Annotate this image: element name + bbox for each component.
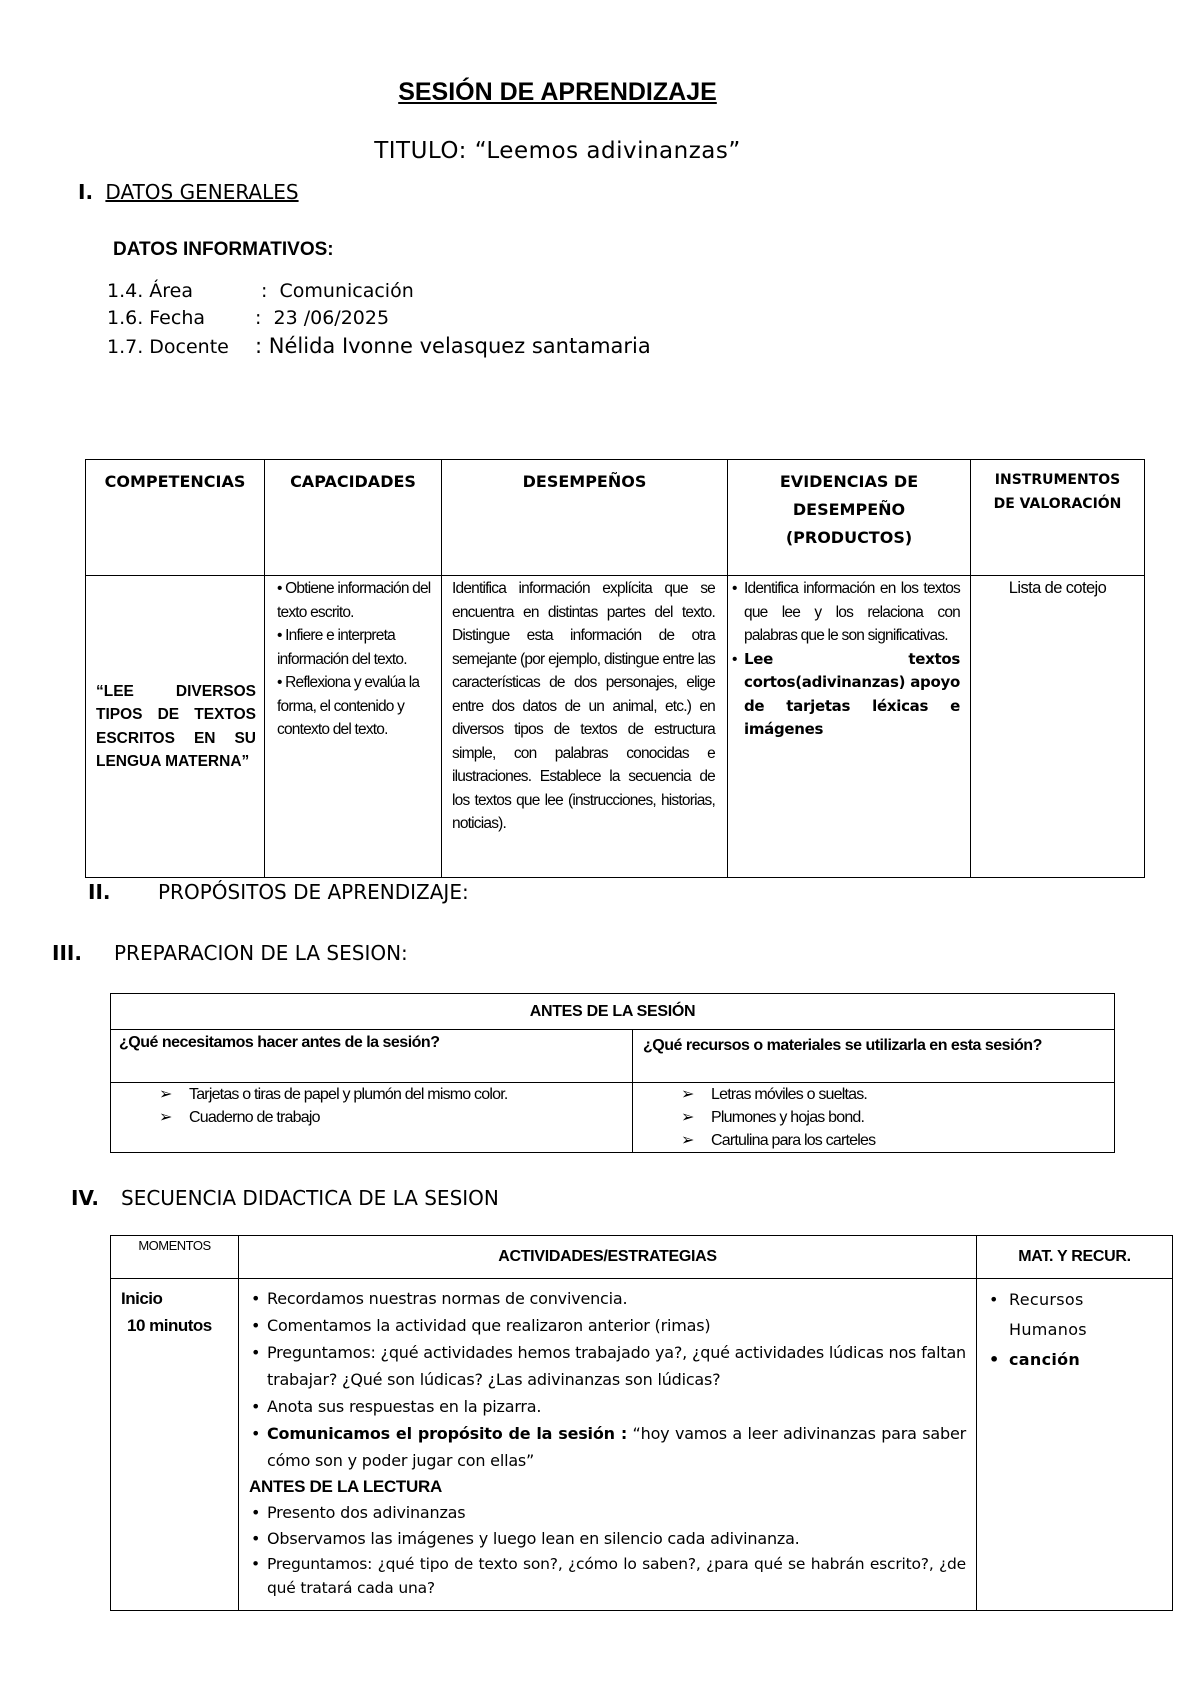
competencia-text: “LEE DIVERSOS TIPOS DE TEXTOS ESCRITOS EN SU LENGUA MATERNA” [96, 682, 256, 770]
section-4-heading [71, 1186, 499, 1210]
resource-item [987, 1345, 1162, 1375]
header-capacidades: CAPACIDADES [265, 460, 442, 576]
activity-item [249, 1500, 966, 1526]
bullet-icon: • [251, 1529, 261, 1548]
info-value: Nélida Ivonne velasquez santamaria [268, 334, 651, 358]
evidencias-cell [728, 576, 971, 878]
activity-item [249, 1526, 966, 1552]
document-title: SESIÓN DE APRENDIZAJE [398, 78, 717, 106]
resource-text: Recursos Humanos [1009, 1290, 1087, 1339]
activity-item [249, 1339, 966, 1393]
header-recursos: MAT. Y RECUR. [977, 1236, 1173, 1279]
instrumento-cell [971, 576, 1145, 878]
info-value: 23 /06/2025 [273, 307, 390, 329]
item-text: Tarjetas o tiras de papel y plumón del mismo color. [189, 1086, 508, 1103]
section-2-number: II. [88, 880, 111, 904]
activity-item [249, 1552, 966, 1600]
activity-text: Preguntamos: ¿qué tipo de texto son?, ¿cómo lo saben?, ¿para qué se habrán escrito?, ¿de qué tratará cada una? [267, 1555, 966, 1597]
header-evidencias: EVIDENCIAS DE DESEMPEÑO (PRODUCTOS) [728, 460, 971, 576]
activity-item [249, 1393, 966, 1420]
recursos-cell [977, 1279, 1173, 1611]
activity-text: Recordamos nuestras normas de convivencia. [267, 1289, 628, 1308]
section-3-heading [52, 941, 408, 965]
info-sep: : [261, 280, 268, 302]
activity-text: Comentamos la actividad que realizaron anterior (rimas) [267, 1316, 711, 1335]
datos-informativos-heading: DATOS INFORMATIVOS: [113, 239, 334, 260]
desempenos-cell [442, 576, 728, 878]
item-text: Letras móviles o sueltas. [711, 1086, 868, 1103]
bullet-icon: • [251, 1503, 261, 1522]
evidencia-text: Identifica información en los textos que lee y los relaciona con palabras que le son significativas. [744, 580, 960, 644]
bullet-icon: • [251, 1555, 260, 1573]
info-sep: : [255, 334, 263, 358]
bullet-icon: • [989, 1290, 999, 1309]
bullet-icon: • [251, 1397, 261, 1416]
activity-item [249, 1420, 966, 1474]
competencias-table [85, 459, 1145, 878]
info-label: 1.7. Docente [107, 336, 229, 358]
evidencia-item [732, 648, 960, 742]
activity-text: Observamos las imágenes y luego lean en silencio cada adivinanza. [267, 1529, 800, 1548]
activity-item [249, 1312, 966, 1339]
header-momentos: MOMENTOS [111, 1236, 239, 1279]
list-item [111, 1106, 632, 1129]
activity-text: Presento dos adivinanzas [267, 1503, 466, 1522]
antes-lectura-heading: ANTES DE LA LECTURA [249, 1477, 442, 1496]
bullet-icon: • [251, 1343, 261, 1362]
item-text: Cartulina para los carteles [711, 1132, 876, 1149]
bullet-icon: • [732, 650, 738, 668]
bullet-icon: • [732, 580, 738, 597]
bullet-icon: • [989, 1350, 1000, 1369]
desempenos-text: Identifica información explícita que se encuentra en distintas partes del texto. Distingue esta información de otra semejante (por ejemplo, distingue entre las características de dos personajes, elige entre dos datos de un animal, etc.) en diversos tipos de textos de estructura simple, con palabras conocidas e ilustraciones. Establece la secuencia de los textos que lee (instrucciones, historias, noticias). [452, 580, 715, 832]
arrow-bullet-icon: ➢ [159, 1109, 172, 1126]
info-sep: : [255, 307, 262, 329]
col1-items-cell [111, 1083, 633, 1153]
col2-header: ¿Qué recursos o materiales se utilizarla en esta sesión? [633, 1030, 1115, 1083]
header-desempenos: DESEMPEÑOS [442, 460, 728, 576]
session-title: TITULO: “Leemos adivinanzas” [374, 138, 741, 164]
info-row-area [107, 280, 414, 302]
header-instrumentos: INSTRUMENTOS DE VALORACIÓN [971, 460, 1145, 576]
arrow-bullet-icon: ➢ [681, 1109, 694, 1126]
preparacion-table [110, 993, 1115, 1153]
list-item [633, 1129, 1114, 1152]
momento-cell [111, 1279, 239, 1611]
arrow-bullet-icon: ➢ [681, 1086, 694, 1103]
bullet-icon: • [251, 1316, 261, 1335]
section-3-number: III. [52, 941, 82, 965]
actividades-cell [239, 1279, 977, 1611]
capacidades-cell [265, 576, 442, 878]
header-competencias: COMPETENCIAS [86, 460, 265, 576]
bullet-icon: • [251, 1424, 261, 1443]
list-item [111, 1083, 632, 1106]
list-item [633, 1083, 1114, 1106]
competencia-cell [86, 576, 265, 878]
capacidad-item: • Infiere e interpreta información del texto. [277, 627, 407, 668]
activity-text: Preguntamos: ¿qué actividades hemos trabajado ya?, ¿qué actividades lúdicas nos faltan trabajar? ¿Qué son lúdicas? ¿Las adivinanzas son lúdicas? [267, 1343, 966, 1389]
info-label: 1.4. Área [107, 280, 194, 302]
momento-duracion: 10 minutos [127, 1316, 212, 1335]
evidencia-text: Lee textos cortos(adivinanzas) apoyo de tarjetas léxicas e imágenes [744, 649, 960, 738]
capacidad-item: • Obtiene información del texto escrito. [277, 580, 431, 621]
section-4-number: IV. [71, 1186, 99, 1210]
instrumento-text: Lista de cotejo [1008, 579, 1107, 597]
section-3-label: PREPARACION DE LA SESION: [114, 941, 408, 965]
bullet-icon: • [251, 1289, 261, 1308]
arrow-bullet-icon: ➢ [159, 1086, 172, 1103]
info-value: Comunicación [279, 280, 414, 302]
info-row-docente [107, 334, 651, 358]
section-4-label: SECUENCIA DIDACTICA DE LA SESION [121, 1186, 499, 1210]
item-text: Plumones y hojas bond. [711, 1109, 865, 1126]
col2-items-cell [633, 1083, 1115, 1153]
section-2-heading [88, 880, 469, 904]
item-text: Cuaderno de trabajo [189, 1109, 320, 1126]
evidencia-item [732, 577, 960, 648]
resource-item [987, 1285, 1162, 1345]
secuencia-table [110, 1235, 1173, 1611]
proposito-text: “hoy vamos a leer adivinanzas para saber cómo son y poder jugar con ellas” [267, 1424, 966, 1470]
info-row-fecha [107, 307, 390, 329]
col1-header: ¿Qué necesitamos hacer antes de la sesión? [111, 1030, 633, 1083]
list-item [633, 1106, 1114, 1129]
section-1-heading [78, 180, 299, 204]
activity-text: Anota sus respuestas en la pizarra. [267, 1397, 542, 1416]
section-1-label: DATOS GENERALES [105, 180, 299, 204]
section-2-label: PROPÓSITOS DE APRENDIZAJE: [158, 880, 469, 904]
activity-item [249, 1285, 966, 1312]
arrow-bullet-icon: ➢ [681, 1132, 694, 1149]
momento-label: Inicio [121, 1289, 163, 1308]
capacidad-item: • Reflexiona y evalúa la forma, el contenido y contexto del texto. [277, 674, 420, 738]
antes-sesion-title: ANTES DE LA SESIÓN [111, 994, 1115, 1030]
resource-text: canción [1009, 1350, 1081, 1369]
info-label: 1.6. Fecha [107, 307, 206, 329]
section-1-number: I. [78, 180, 94, 204]
proposito-label: Comunicamos el propósito de la sesión : [267, 1424, 628, 1443]
header-actividades: ACTIVIDADES/ESTRATEGIAS [239, 1236, 977, 1279]
